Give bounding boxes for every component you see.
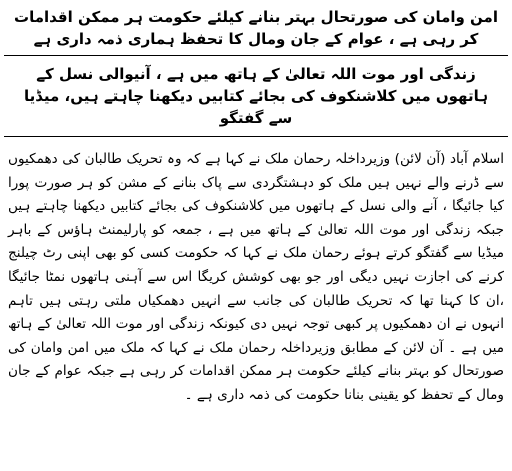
divider-top bbox=[4, 55, 508, 56]
article-body: اسلام آباد (آن لائن) وزیرداخلہ رحمان ملک نے کہا ہے کہ وہ تحریک طالبان کی دھمکیوں سے ڈرنے والے نہیں ہیں ملک کو دہشتگردی سے پاک بنانے کے مشن کو ہر صورت پورا کیا جائیگا ، آنے والی نسل کے ہاتھوں میں کلاشنکوف کی بجائے کتابیں دیکھنا چاہتے ہیں جبکہ زندگی اور موت اللہ تعالیٰ کے ہاتھ میں ہے ، جمعہ کو پارلیمنٹ ہاؤس کے باہر میڈیا سے گفتگو کرتے ہوئے رحمان ملک نے کہا کہ حکومت کسی کو بھی اپنی رٹ چیلنج کرنے کی اجازت نہیں دیگی اور جو بھی کوشش کریگا اس سے آہنی ہاتھوں نمٹا جائیگا ،ان کا کہنا تھا کہ تحریک طالبان کی جانب سے انہیں دھمکیاں ملتی رہتی ہیں تاہم انہوں نے ان دھمکیوں پر کبھی توجہ نہیں دی کیونکہ زندگی اور موت اللہ تعالیٰ کے ہاتھ میں ہے ۔ آن لائن کے مطابق وزیرداخلہ رحمان ملک نے کہا کہ ملک میں امن وامان کی صورتحال کو بہتر بنانے کیلئے حکومت ہر ممکن اقدامات کر رہی ہے جبکہ عوام کے جان ومال کے تحفظ کو یقینی بنانا حکومت کی ذمہ داری ہے ۔ bbox=[8, 151, 504, 403]
article-subheadline: زندگی اور موت اللہ تعالیٰ کے ہاتھ میں ہے ، آنیوالی نسل کے ہاتھوں میں کلاشنکوف کی بجائے کتابیں دیکھنا چاہتے ہیں، میڈیا سے گفتگو bbox=[23, 65, 489, 127]
article-headline: امن وامان کی صورتحال بہتر بنانے کیلئے حکومت ہر ممکن اقدامات کر رہی ہے ، عوام کے جان ومال کا تحفظ ہماری ذمہ داری ہے bbox=[14, 8, 498, 48]
divider-bottom bbox=[4, 136, 508, 137]
